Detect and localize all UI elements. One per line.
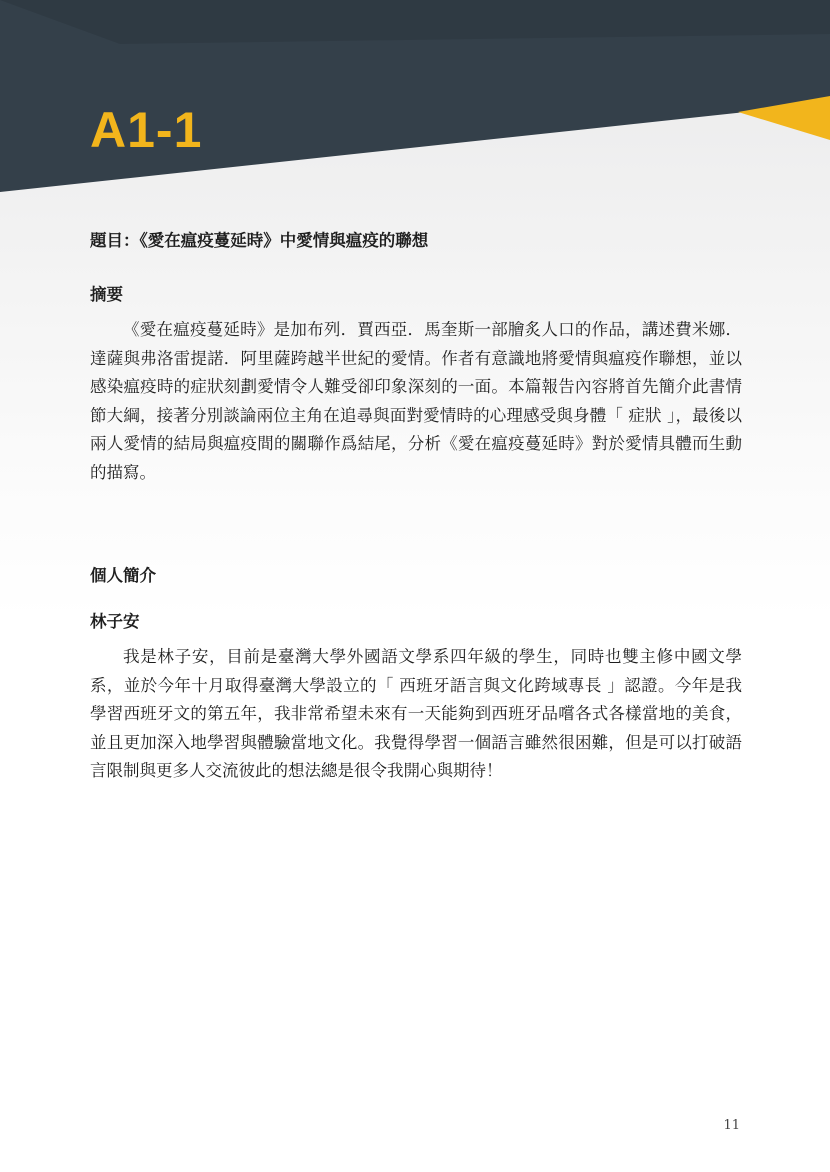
profile-paragraph: 我是林子安，目前是臺灣大學外國語文學系四年級的學生，同時也雙主修中國文學系，並於今年十月取得臺灣大學設立的「 西班牙語言與文化跨域專長 」認證。今年是我學習西班牙文的第五年，我非常希望未來有一天能夠到西班牙品嚐各式各樣當地的美食，並且更加深入地學習與體驗當地文化。我覺得學習一個語言雖然很困難，但是可以打破語言限制與更多人交流彼此的想法總是很令我開心與期待！ [90, 647, 742, 780]
profile-heading: 個人簡介 [90, 566, 156, 585]
document-body [90, 226, 742, 786]
page-number: 11 [723, 1118, 740, 1133]
abstract-heading: 摘要 [90, 285, 123, 304]
abstract-paragraph: 《愛在瘟疫蔓延時》是加布列．賈西亞．馬奎斯一部膾炙人口的作品，講述費米娜．達薩與弗洛雷提諾．阿里薩跨越半世紀的愛情。作者有意識地將愛情與瘟疫作聯想，並以感染瘟疫時的症狀刻劃愛情令人難受卻印象深刻的一面。本篇報告內容將首先簡介此書情節大綱，接著分別談論兩位主角在追尋與面對愛情時的心理感受與身體「 症狀 」，最後以兩人愛情的結局與瘟疫間的關聯作爲結尾，分析《愛在瘟疫蔓延時》對於愛情具體而生動的描寫。 [90, 320, 742, 482]
essay-title: 題目：《愛在瘟疫蔓延時》中愛情與瘟疫的聯想 [90, 231, 429, 250]
page-code: A1-1 [90, 102, 203, 158]
author-name: 林子安 [90, 612, 140, 631]
